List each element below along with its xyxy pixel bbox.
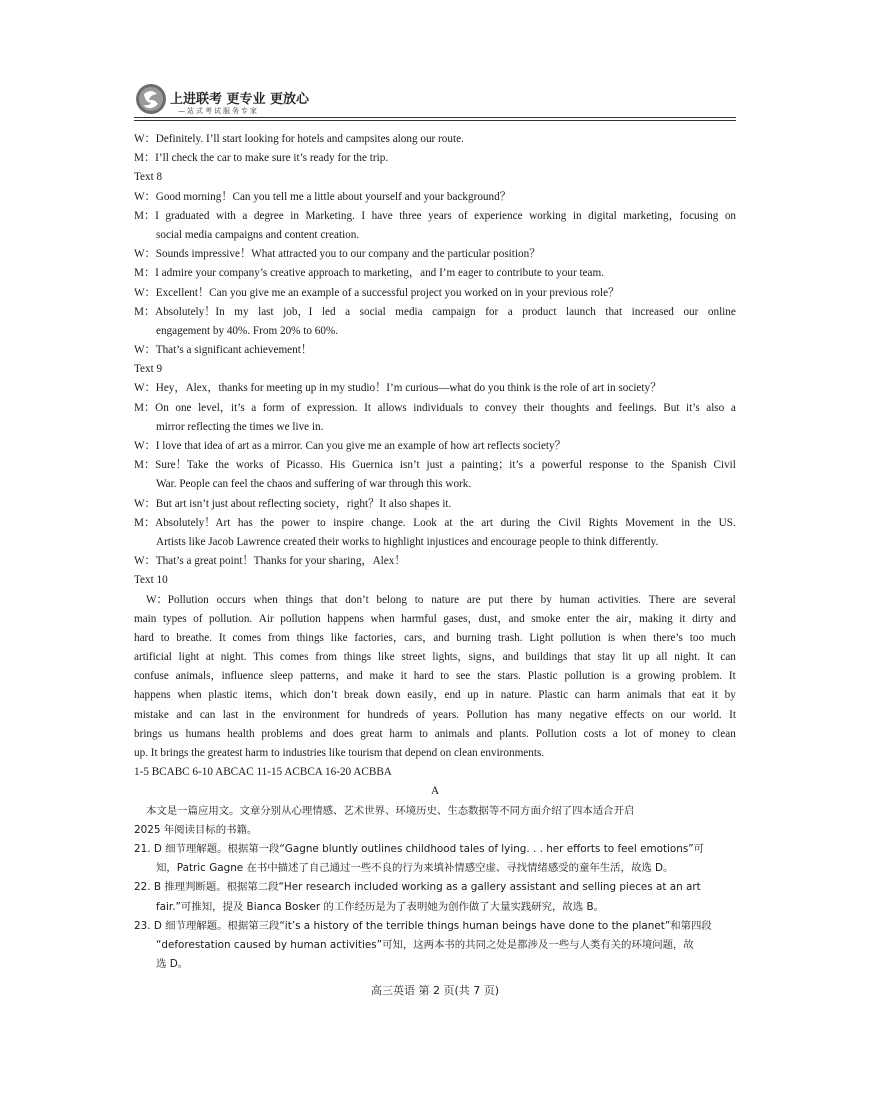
monologue-line: mistake and can last in the environment for hundreds of years. Pollution has many negative effects on our world. It (134, 708, 736, 721)
page-header (134, 82, 736, 122)
explanation-line: 选 D。 (156, 958, 189, 971)
dialogue-line: W：Definitely. I’ll start looking for hotels and campsites along our route. (134, 133, 464, 145)
monologue-line: main types of pollution. Air pollution happens when harmful gases，dust，and smoke enter the air，making it dirty and (134, 612, 736, 625)
dialogue-line: W：Good morning！Can you tell me a little about yourself and your background？ (134, 190, 511, 203)
dialogue-line: W：Excellent！Can you give me an example of a successful project you worked on in your previous role？ (134, 286, 620, 299)
brand-subtitle: —站式考试服务专家 (178, 107, 259, 115)
brand-logo-icon (134, 82, 168, 116)
explanation-line: 2025 年阅读目标的书籍。 (134, 823, 258, 836)
dialogue-line: social media campaigns and content creation. (156, 228, 360, 241)
explanation-line: 知，Patric Gagne 在书中描述了自己通过一些不良的行为来填补情感空虚、寻找情绪感受的童年生活，故选 D。 (156, 862, 674, 875)
explanation-line: 21. D 细节理解题。根据第一段“Gagne bluntly outlines childhood tales of lying. . . her efforts to feel emotions”可 (134, 842, 705, 855)
dialogue-line: W：Hey，Alex，thanks for meeting up in my studio！I’m curious—what do you think is the role of art in society？ (134, 382, 662, 395)
explanation-line: 本文是一篇应用文。文章分别从心理情感、艺术世界、环境历史、生态数据等不同方面介绍了四本适合开启 (146, 804, 635, 817)
dialogue-line: Artists like Jacob Lawrence created their works to highlight injustices and encourage people to think differently. (156, 535, 659, 548)
dialogue-line: engagement by 40%. From 20% to 60%. (156, 324, 339, 337)
brand-name: 上进联考 更专业 更放心 (170, 92, 310, 107)
dialogue-line: M：On one level，it’s a form of expression. It allows individuals to convey their thoughts and feelings. But it’s also a (134, 401, 736, 414)
dialogue-line: W：That’s a great point！Thanks for your sharing，Alex！ (134, 555, 406, 568)
dialogue-line: M：I’ll check the car to make sure it’s ready for the trip. (134, 152, 389, 165)
monologue-line: happens when plastic items，which don’t break down easily，end up in nature. Plastic can harm animals that eat it by (134, 689, 736, 702)
monologue-line: confuse animals，influence sleep patterns，and make it hard to see the stars. Plastic pollution is a growing problem. It (134, 670, 736, 683)
section-heading: Text 10 (134, 574, 168, 587)
section-heading: Text 9 (134, 363, 163, 376)
dialogue-line: M：Sure！Take the works of Picasso. His Guernica isn’t just a painting；it’s a powerful response to the Spanish Civil (134, 459, 736, 472)
page-content (134, 130, 736, 974)
dialogue-line: War. People can feel the chaos and suffering of war through this work. (156, 478, 472, 491)
dialogue-line: mirror reflecting the times we live in. (156, 420, 324, 433)
monologue-line: hard to breathe. It comes from things like factories，cars，and burning trash. Light pollution is when there’s too much (134, 631, 736, 644)
dialogue-line: W：Sounds impressive！What attracted you to our company and the particular position？ (134, 248, 541, 261)
monologue-line: up. It brings the greatest harm to industries like tourism that depend on clean environments. (134, 747, 545, 759)
dialogue-line: M：Absolutely！In my last job，I led a social media campaign for a product launch that increased our online (134, 305, 736, 318)
answer-key: 1-5 BCABC 6-10 ABCAC 11-15 ACBCA 16-20 ACBBA (134, 766, 392, 779)
dialogue-line: M：I admire your company’s creative approach to marketing，and I’m eager to contribute to your team. (134, 267, 605, 280)
dialogue-line: M：Absolutely！Art has the power to inspire change. Look at the art during the Civil Rights Movement in the US. (134, 516, 736, 529)
passage-label: A (430, 785, 440, 798)
explanation-line: “deforestation caused by human activities”可知，这两本书的共同之处是都涉及一些与人类有关的环境问题，故 (156, 938, 694, 951)
monologue-line: artificial light at night. This comes from things like street lights，signs，and buildings that stay lit up all night. It can (134, 651, 736, 664)
monologue-line: W：Pollution occurs when things that don’t belong to nature are put there by human activities. There are several (146, 593, 736, 606)
monologue-line: brings us humans health problems and does great harm to animals and plants. Pollution costs a lot of money to clean (134, 727, 736, 740)
header-rule (134, 117, 736, 118)
dialogue-line: W：But art isn’t just about reflecting society，right？It also shapes it. (134, 497, 452, 510)
dialogue-line: W：I love that idea of art as a mirror. Can you give me an example of how art reflects society？ (134, 440, 566, 452)
explanation-line: fair.”可推知，提及 Bianca Bosker 的工作经历是为了表明她为创作做了大量实践研究，故选 B。 (156, 900, 605, 913)
explanation-line: 23. D 细节理解题。根据第三段“it’s a history of the terrible things human beings have done to the planet”和第四段 (134, 919, 712, 932)
dialogue-line: W：That’s a significant achievement！ (134, 344, 313, 357)
header-rule (134, 120, 736, 121)
dialogue-line: M：I graduated with a degree in Marketing. I have three years of experience working in digital marketing，focusing on (134, 209, 736, 222)
explanation-line: 22. B 推理判断题。根据第二段“Her research included working as a gallery assistant and selling pieces at an art (134, 881, 701, 894)
page-footer: 高三英语 第 2 页(共 7 页) (370, 984, 500, 997)
section-heading: Text 8 (134, 171, 163, 184)
